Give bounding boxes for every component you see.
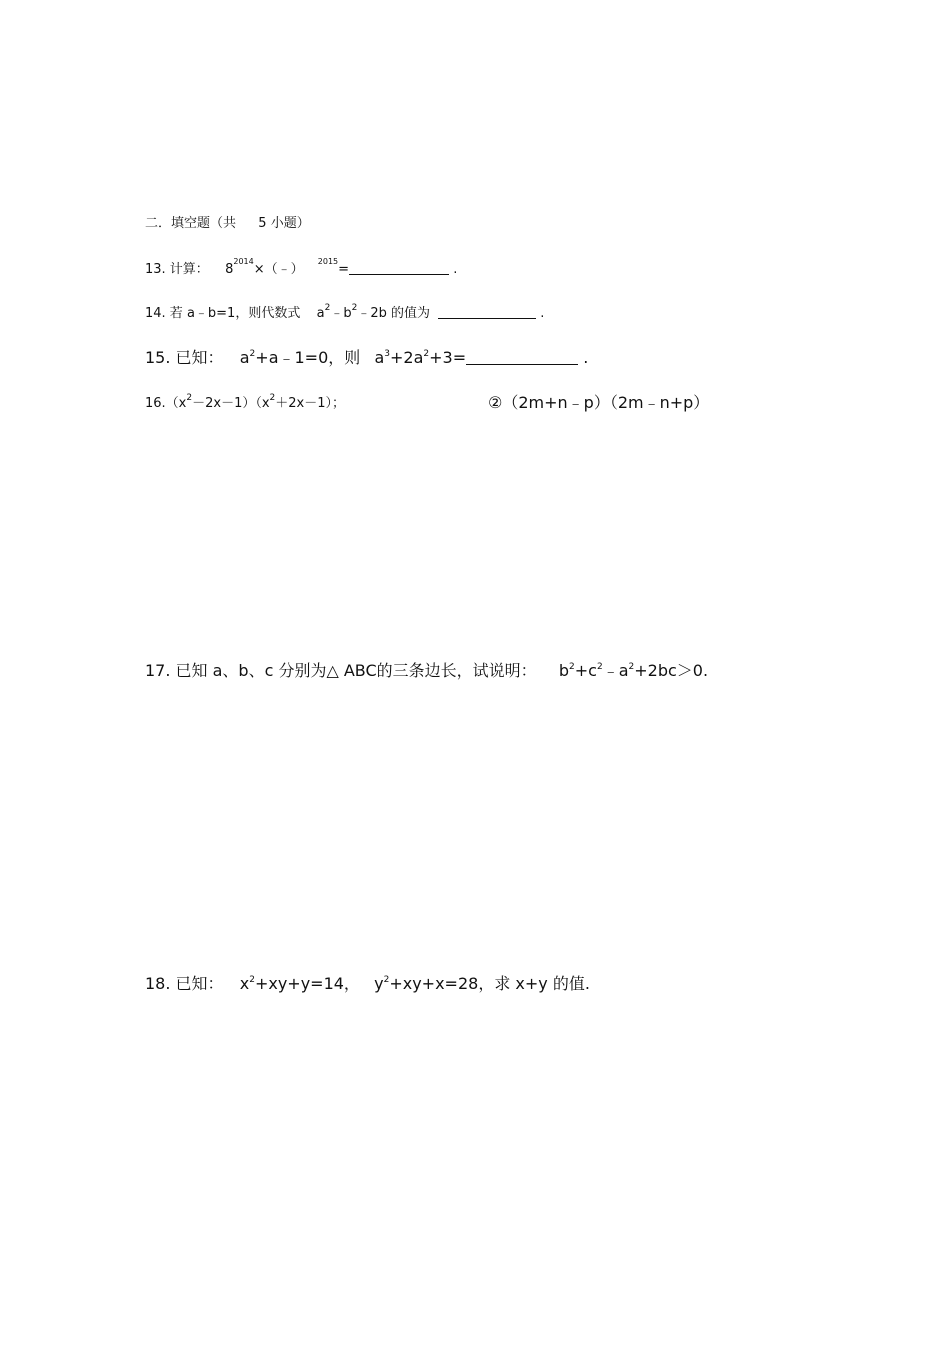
- q18-eq2: +xy+x=28，求 x+y 的值.: [389, 974, 590, 993]
- q14-answer-blank[interactable]: [438, 304, 536, 319]
- q17-b: b: [558, 661, 570, 680]
- q15-t3: +2a: [390, 348, 424, 367]
- section-count: 5: [258, 216, 267, 231]
- q17-prefix: 17. 已知 a、b、c 分别为△ ABC的三条边长，试说明：: [145, 661, 537, 680]
- question-16-second: [488, 390, 709, 413]
- q15-end: .: [583, 348, 589, 367]
- q14-tail: ﹣2b 的值为: [357, 306, 430, 321]
- q15-t1b: +a﹣1=0，则: [255, 348, 361, 367]
- q15-t1: a: [239, 348, 250, 367]
- q18-y: y: [374, 974, 384, 993]
- q14-a: a: [316, 306, 325, 321]
- question-16: [145, 392, 345, 411]
- q17-exp-a: 2: [628, 662, 635, 672]
- q15-exp-t3: 2: [423, 349, 430, 359]
- q13-prefix: 13. 计算：: [145, 262, 209, 277]
- q14-exp-b: 2: [351, 303, 358, 313]
- q14-exp-a: 2: [324, 303, 331, 313]
- q13-equals: =: [338, 262, 350, 277]
- q16-exp-2: 2: [269, 393, 276, 403]
- q18-prefix: 18. 已知：: [145, 974, 224, 993]
- q17-tail: +2bc＞0.: [634, 661, 709, 680]
- q17-exp-c: 2: [596, 662, 603, 672]
- q15-t4: +3=: [429, 348, 467, 367]
- q15-prefix: 15. 已知：: [145, 348, 224, 367]
- question-18: [145, 971, 590, 994]
- question-13: [145, 258, 457, 277]
- q18-eq1: +xy+y=14，: [254, 974, 360, 993]
- q15-exp3: 3: [384, 349, 390, 359]
- q16-part1: －2x－1）（x: [192, 396, 270, 411]
- section-title-tail: 小题）: [270, 216, 310, 231]
- q15-exp-t1: 2: [249, 349, 256, 359]
- question-14: [145, 302, 544, 321]
- q14-prefix: 14. 若 a﹣b=1，则代数式: [145, 306, 301, 321]
- q16-second-expression: ②（2m+n﹣p）（2m﹣n+p）: [488, 393, 710, 412]
- q17-exp-b: 2: [569, 662, 575, 672]
- q14-b: ﹣b: [330, 306, 352, 321]
- q18-exp-x: 2: [249, 975, 255, 985]
- q13-answer-blank[interactable]: [349, 260, 449, 275]
- q13-exp1: 2014: [233, 257, 254, 266]
- q13-end: .: [453, 262, 458, 277]
- q16-part2: ＋2x－1）；: [275, 396, 346, 411]
- question-17: [145, 658, 708, 681]
- q14-end: .: [540, 306, 545, 321]
- q18-x: x: [239, 974, 250, 993]
- q15-t2: a: [374, 348, 385, 367]
- q17-c: +c: [574, 661, 597, 680]
- q16-exp-1: 2: [186, 393, 193, 403]
- q13-base: 8: [225, 262, 234, 277]
- question-15: [145, 345, 588, 368]
- q15-answer-blank[interactable]: [466, 348, 578, 365]
- section-heading: [145, 212, 310, 231]
- section-title: 二．填空题（共: [145, 216, 237, 231]
- q17-a: ﹣a: [602, 661, 629, 680]
- q18-exp-y: 2: [383, 975, 390, 985]
- q13-middle: ×（﹣）: [253, 262, 304, 277]
- q16-prefix: 16.（x: [145, 396, 187, 411]
- q13-exp2: 2015: [317, 257, 339, 266]
